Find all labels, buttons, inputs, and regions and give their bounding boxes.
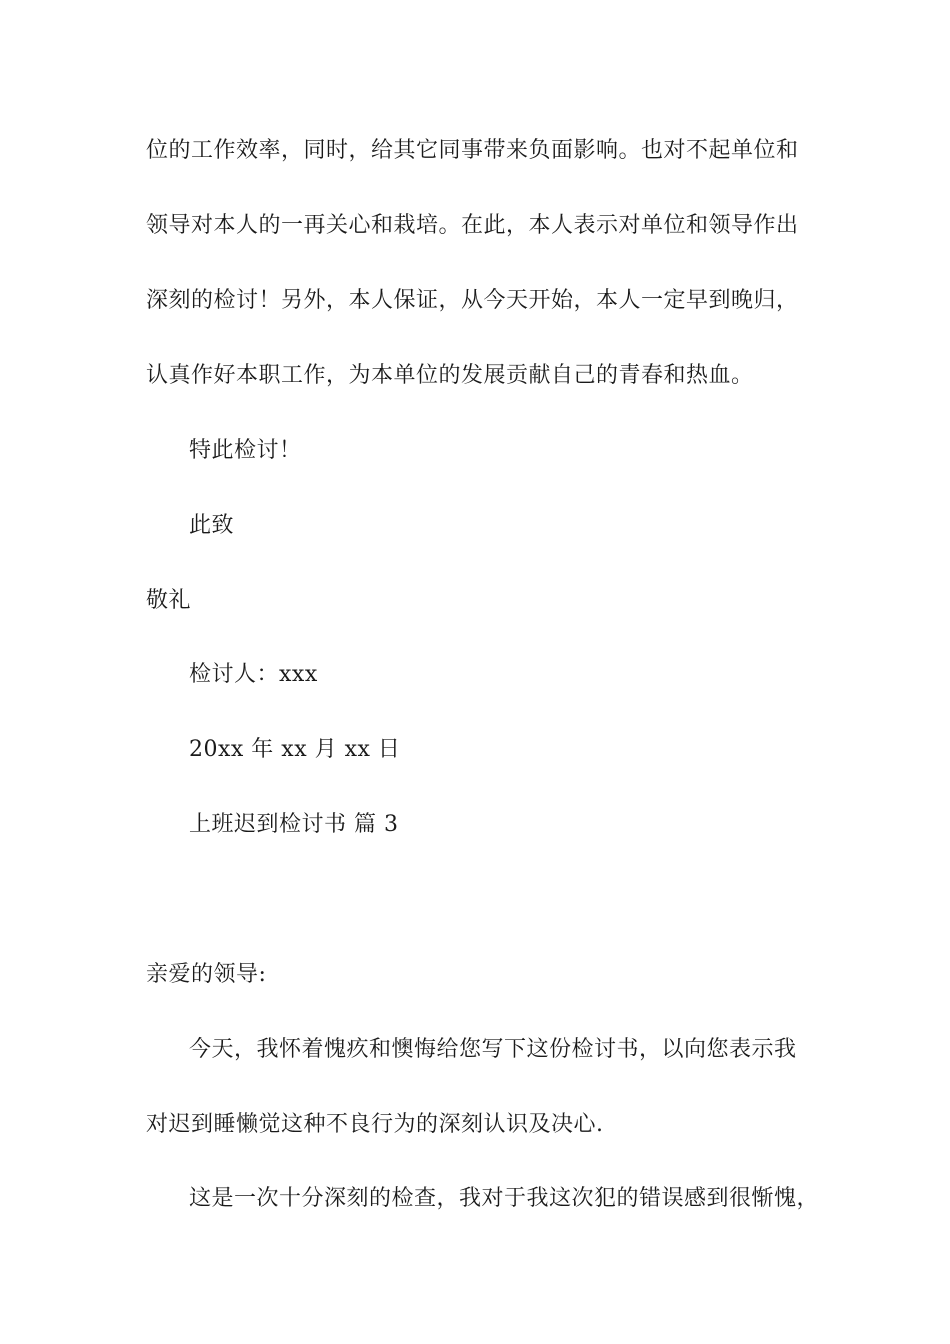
paragraph-line: 对迟到睡懒觉这种不良行为的深刻认识及决心. (146, 1112, 604, 1137)
closing-statement: 特此检讨！ (189, 438, 302, 463)
salutation-regards: 敬礼 (146, 588, 192, 613)
paragraph-line: 位的工作效率，同时，给其它同事带来负面影响。也对不起单位和 (146, 138, 799, 163)
paragraph-line: 认真作好本职工作，为本单位的发展贡献自己的青春和热血。 (146, 363, 754, 388)
paragraph-line: 这是一次十分深刻的检查，我对于我这次犯的错误感到很惭愧， (189, 1186, 820, 1211)
greeting-line: 亲爱的领导: (146, 962, 267, 987)
paragraph-line: 今天，我怀着愧疚和懊悔给您写下这份检讨书，以向您表示我 (189, 1037, 797, 1062)
paragraph-line: 深刻的检讨！另外，本人保证，从今天开始，本人一定早到晚归， (146, 288, 799, 313)
salutation-closing: 此致 (189, 513, 235, 538)
signature-line: 检讨人：xxx (189, 662, 318, 687)
paragraph-line: 领导对本人的一再关心和栽培。在此，本人表示对单位和领导作出 (146, 213, 799, 238)
date-line: 20xx 年 xx 月 xx 日 (189, 737, 401, 762)
section-title: 上班迟到检讨书 篇 3 (189, 812, 399, 837)
